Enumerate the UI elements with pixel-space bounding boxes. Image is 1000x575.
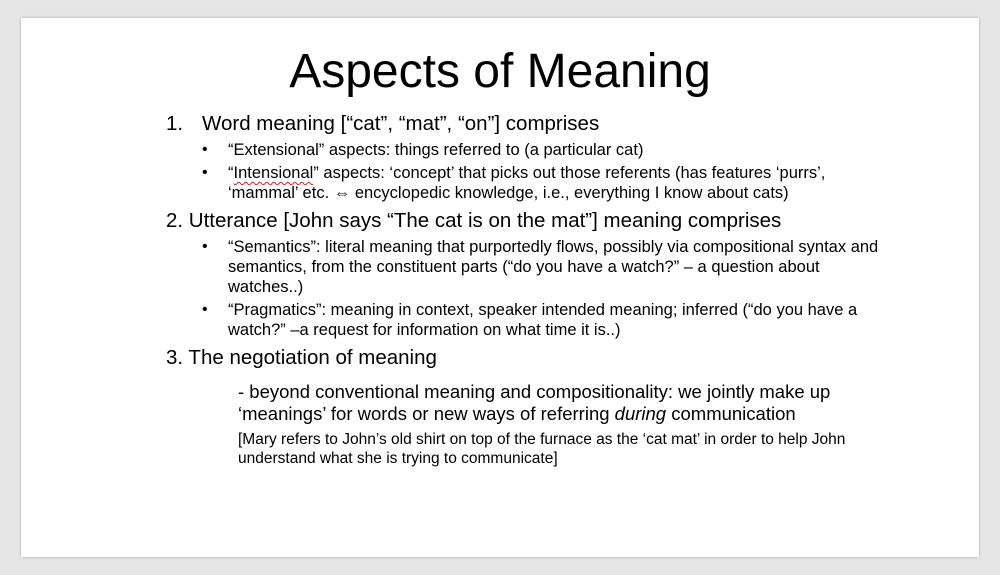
bullet-text: “Semantics”: literal meaning that purportedly flows, possibly via compositional syntax and semantics, from the constituent parts (“do you have a watch?” – a question about watches..) (228, 238, 879, 296)
slide-title: Aspects of Meaning (289, 45, 711, 98)
item-3-heading: 3. The negotiation of meaning (166, 346, 437, 369)
item-1-number: 1. (166, 112, 184, 135)
item-3-description (238, 381, 896, 425)
description-text-end: communication (666, 403, 796, 424)
bullet-icon: • (202, 301, 208, 318)
list-item (166, 140, 896, 160)
item-2-bullets (166, 237, 896, 340)
item-2-heading: 2. Utterance [John says “The cat is on the mat”] meaning comprises (166, 209, 782, 232)
list-item (166, 163, 896, 203)
bullet-icon: • (202, 141, 208, 158)
slide (21, 18, 979, 557)
bullet-text-prefix: “ (228, 164, 234, 182)
emphasis-text: during (614, 403, 667, 424)
bullet-icon: • (202, 164, 208, 181)
bullet-text: “Extensional” aspects: things referred to (a particular cat) (228, 141, 644, 159)
spellcheck-flagged-word: Intensional (233, 164, 314, 182)
bullet-text: ” aspects: ‘concept’ that picks out those referents (has features ‘purrs’, ‘mammal’ etc. ⇔ encyclopedic knowledge, i.e., everything I know about cats) (228, 164, 826, 202)
bullet-text: “Pragmatics”: meaning in context, speaker intended meaning; inferred (“do you have a watch?” –a request for information on what time it is..) (228, 301, 858, 339)
description-text: - beyond conventional meaning and compositionality: we jointly make up ‘meanings’ for words or new ways of referring (238, 381, 831, 424)
item-1-bullets (166, 140, 896, 203)
list-item (166, 237, 896, 297)
item-1-heading (166, 111, 896, 137)
bullet-icon: • (202, 238, 208, 255)
list-item (166, 300, 896, 340)
item-3-example-note: [Mary refers to John’s old shirt on top of the furnace as the ‘cat mat’ in order to help John understand what she is trying to communicate] (238, 431, 846, 467)
slide-content (166, 111, 896, 468)
item-1-text: Word meaning [“cat”, “mat”, “on”] comprises (202, 112, 600, 135)
